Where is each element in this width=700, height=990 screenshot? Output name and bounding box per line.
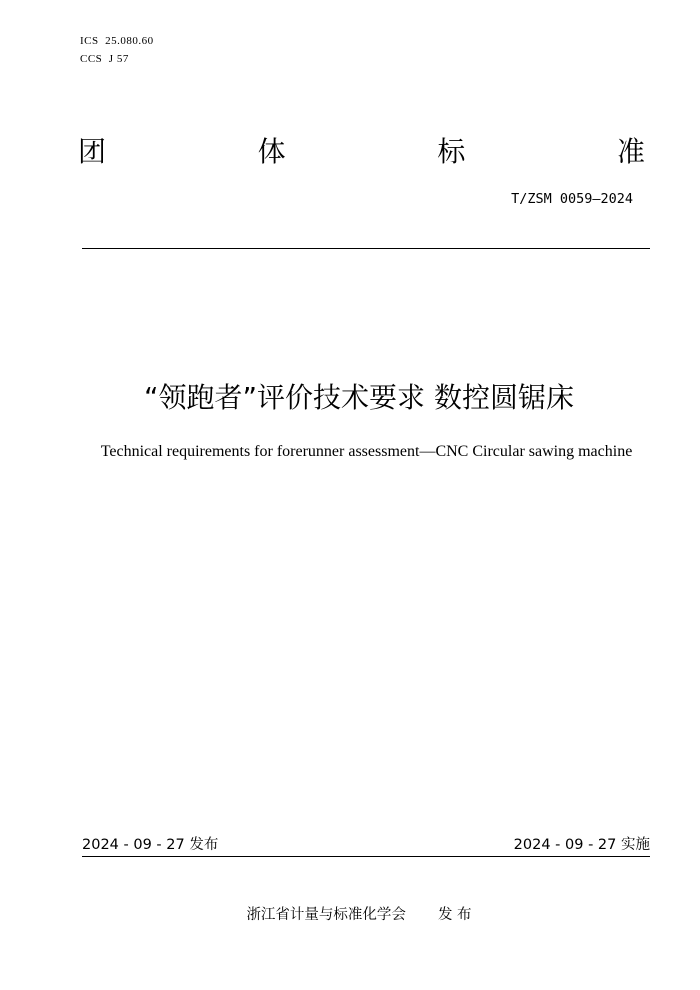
issuer-name: 浙江省计量与标准化学会 [246, 907, 406, 923]
ccs-code: CCS J 57 [80, 53, 129, 65]
issuer-line [0, 903, 700, 924]
ics-code: ICS 25.080.60 [80, 35, 154, 47]
standard-number: T/ZSM 0059—2024 [511, 191, 633, 207]
implementation-date: 2024 - 09 - 27 实施 [513, 837, 650, 853]
bottom-divider [82, 856, 650, 857]
top-divider [82, 248, 650, 249]
standard-type-char: 团 [78, 135, 107, 168]
publication-date: 2024 - 09 - 27 发布 [82, 837, 219, 853]
standard-type-char: 体 [257, 135, 286, 168]
title-english: Technical requirements for forerunner assessment—CNC Circular sawing machine [100, 443, 633, 460]
standard-type-heading [78, 134, 645, 170]
issuer-action: 发 布 [437, 907, 472, 923]
standard-type-char: 准 [616, 135, 645, 168]
title-chinese: “领跑者”评价技术要求 数控圆锯床 [144, 381, 574, 414]
standard-type-char: 标 [437, 135, 466, 168]
